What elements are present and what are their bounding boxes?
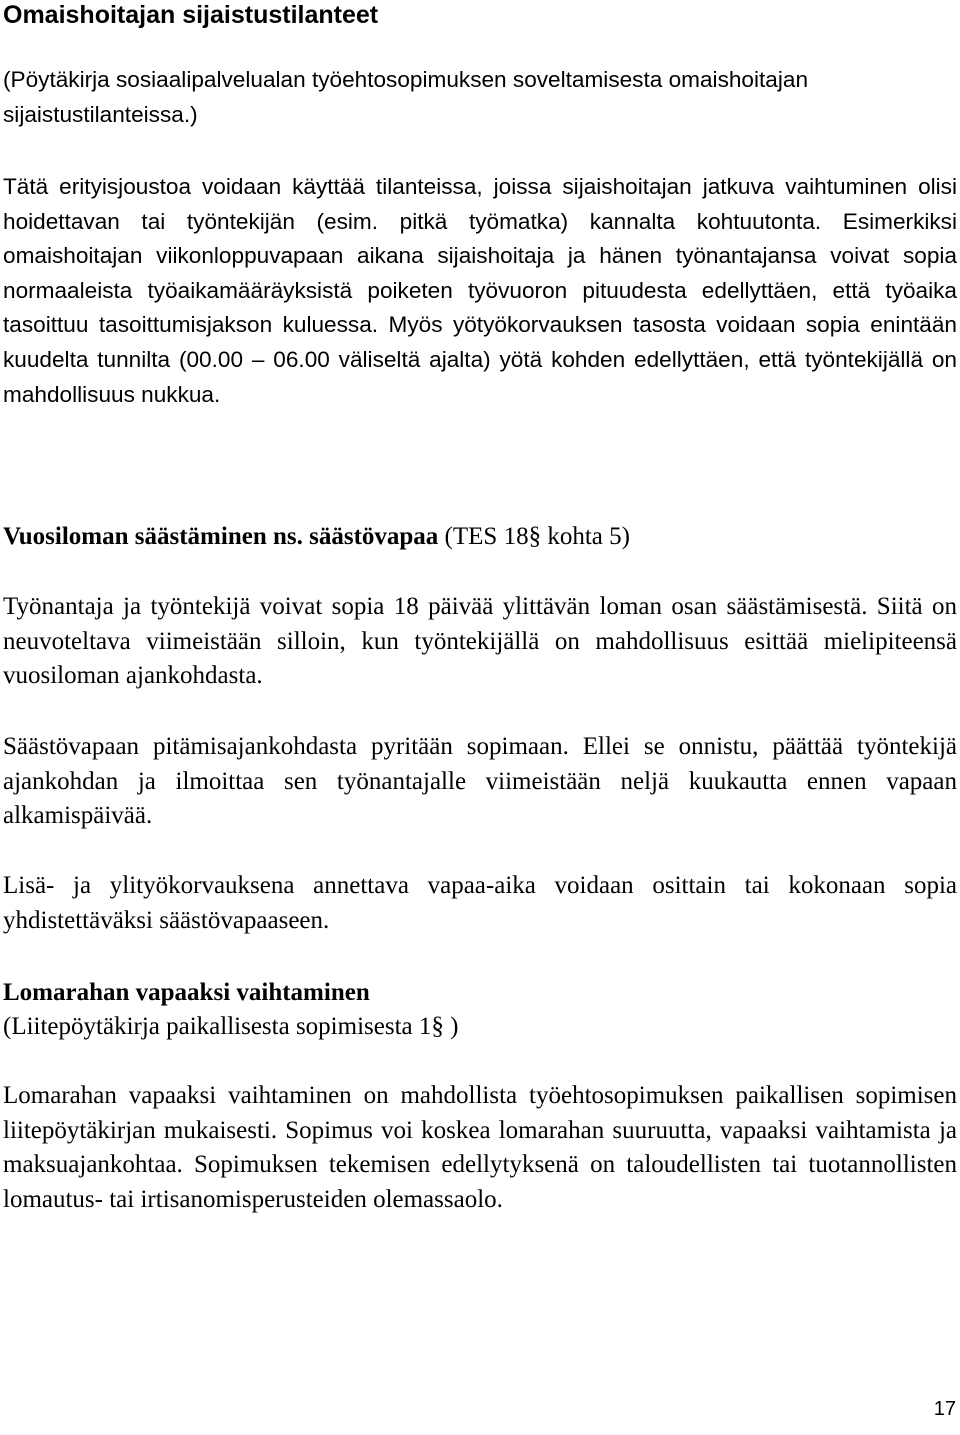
title-bold-part-2: säästövapaa xyxy=(309,523,439,550)
section-title-lomaraha xyxy=(3,976,957,1010)
lomaraha-title-text: Lomarahan vapaaksi vaihtaminen xyxy=(3,979,370,1006)
page-number: 17 xyxy=(933,1398,956,1420)
title-bold-part-1: Vuosiloman säästäminen ns. xyxy=(3,523,303,550)
title-reference-2: kohta 5) xyxy=(547,523,630,550)
section-subtitle-lomaraha xyxy=(3,1010,957,1044)
title-reference-1: (TES 18 xyxy=(444,523,529,550)
paragraph-vuosiloma-3: Lisä- ja ylityökorvauksena annettava vapaa-aika voidaan osittain tai kokonaan sopia yhdistettäväksi säästövapaaseen. xyxy=(3,872,957,934)
subtitle-part-1: (Liitepöytäkirja paikallisesta sopimisesta 1 xyxy=(3,1013,432,1040)
section-subtitle-omaishoitajan: (Pöytäkirja sosiaalipalvelualan työehtosopimuksen soveltamisesta omaishoitajan sijaistustilanteissa.) xyxy=(3,67,809,127)
section-sign: § xyxy=(431,1013,444,1040)
paragraph-vuosiloma-2: Säästövapaan pitämisajankohdasta pyritään sopimaan. Ellei se onnistu, päättää työntekijä ajankohdan ja ilmoittaa sen työnantajalle viimeistään neljä kuukautta ennen vapaan alkamispäivää. xyxy=(3,733,957,830)
paragraph-vuosiloma-1: Työnantaja ja työntekijä voivat sopia 18 päivää ylittävän loman osan säästämisestä. Siitä on neuvoteltava viimeistään silloin, kun työntekijällä on mahdollisuus esittää mielipiteensä vuosiloman ajankohdasta. xyxy=(3,593,957,690)
paragraph-omaishoitajan: Tätä erityisjoustoa voidaan käyttää tilanteissa, joissa sijaishoitajan jatkuva vaihtuminen olisi hoidettavan tai työntekijän (esim. pitkä työmatka) kannalta kohtuutonta. Esimerkiksi omaishoitajan viikonloppuvapaan aikana sijaishoitaja ja hänen työnantajansa voivat sopia normaaleista työaikamääräyksistä poiketen työvuoron pituudesta edellyttäen, että työaika tasoittuu tasoittumisjakson kuluessa. Myös yötyökorvauksen tasosta voidaan sopia enintään kuudelta tunnilta (00.00 – 06.00 väliseltä ajalta) yötä kohden edellyttäen, että työntekijällä on mahdollisuus nukkua. xyxy=(3,174,957,407)
subtitle-part-2: ) xyxy=(450,1013,459,1040)
section-sign: § xyxy=(528,523,542,550)
section-title-vuosiloma xyxy=(3,520,957,554)
paragraph-lomaraha: Lomarahan vapaaksi vaihtaminen on mahdollista työehtosopimuksen paikallisen sopimisen liitepöytäkirjan mukaisesti. Sopimus voi koskea lomarahan suuruutta, vapaaksi vaihtamista ja maksuajankohtaa. Sopimuksen tekemisen edellytyksenä on taloudellisten tai tuotannollisten lomautus- tai irtisanomisperusteiden olemassaolo. xyxy=(3,1082,957,1213)
section-title-omaishoitajan: Omaishoitajan sijaistustilanteet xyxy=(3,1,379,29)
